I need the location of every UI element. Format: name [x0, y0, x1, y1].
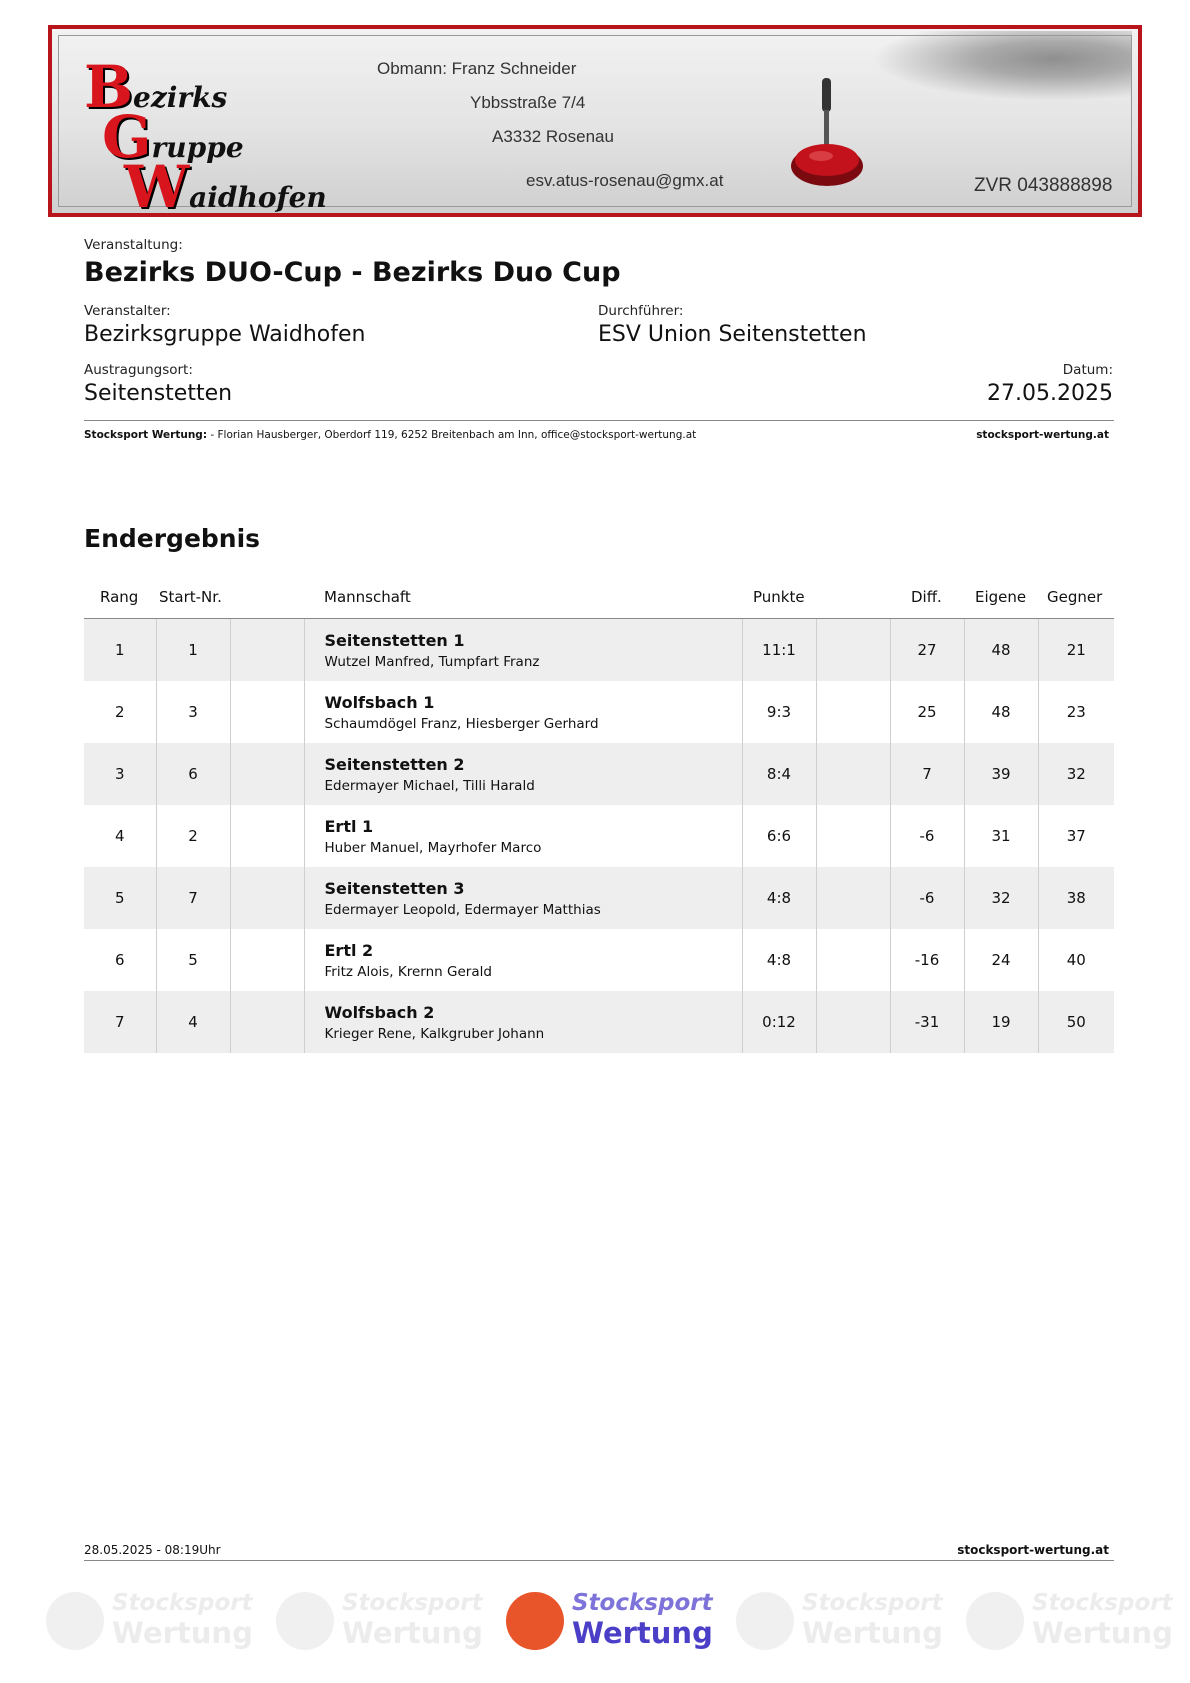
stocksport-logo-icon [276, 1592, 334, 1650]
event-label: Veranstaltung: [84, 237, 183, 253]
date-value: 27.05.2025 [987, 381, 1113, 406]
diff-cell: -6 [890, 867, 964, 929]
empty-cell [816, 805, 890, 867]
empty-cell [230, 867, 304, 929]
team-players: Krieger Rene, Kalkgruber Johann [324, 1025, 545, 1042]
opponent-cell: 32 [1038, 743, 1114, 805]
rank-cell: 4 [114, 827, 125, 845]
logo-word-wertung: Wertung [572, 1616, 713, 1650]
column-header-diff: Diff. [911, 588, 942, 606]
banner-city: A3332 Rosenau [492, 127, 614, 146]
logo-letter-w: W [124, 153, 190, 217]
team-cell [304, 681, 742, 743]
points-cell: 0:12 [742, 991, 816, 1053]
points-cell: 4:8 [742, 929, 816, 991]
start-number-cell: 7 [156, 867, 230, 929]
stocksport-logo-faded [966, 1590, 1173, 1652]
banner-cloud-decoration [872, 31, 1132, 101]
own-cell: 39 [964, 743, 1038, 805]
team-name: Wolfsbach 1 [324, 692, 435, 712]
banner-zvr: ZVR 043888898 [974, 175, 1113, 196]
stocksport-logo-faded [46, 1590, 253, 1652]
points-cell: 11:1 [742, 619, 816, 682]
stocksport-logo-icon [46, 1592, 104, 1650]
team-name: Ertl 1 [324, 816, 374, 836]
team-players: Edermayer Leopold, Edermayer Matthias [324, 901, 601, 918]
start-number-cell: 5 [156, 929, 230, 991]
table-row [84, 619, 1114, 682]
opponent-cell: 21 [1038, 619, 1114, 682]
rank-cell: 7 [84, 991, 156, 1053]
column-header-opp: Gegner [1047, 588, 1103, 606]
rank-cell: 3 [84, 743, 156, 805]
own-cell: 32 [964, 867, 1038, 929]
column-header-team: Mannschaft [324, 588, 411, 606]
logo-word-stocksport: Stocksport [112, 1590, 253, 1616]
empty-cell [230, 681, 304, 743]
team-name: Seitenstetten 1 [324, 630, 465, 650]
logo-letter-g: G [102, 103, 152, 171]
empty-cell [816, 743, 890, 805]
diff-cell: 25 [890, 681, 964, 743]
team-name: Seitenstetten 3 [324, 878, 465, 898]
header-banner [48, 25, 1142, 217]
start-number-cell: 3 [156, 681, 230, 743]
rank-cell: 2 [114, 703, 125, 721]
team-players: Wutzel Manfred, Tumpfart Franz [324, 653, 540, 670]
stocksport-logo-icon [506, 1592, 564, 1650]
empty-cell [816, 867, 890, 929]
team-players: Huber Manuel, Mayrhofer Marco [324, 839, 542, 856]
start-number-cell: 6 [156, 743, 230, 805]
opponent-cell: 50 [1038, 991, 1114, 1053]
empty-cell [230, 991, 304, 1053]
results-title: Endergebnis [84, 524, 261, 553]
table-row [84, 681, 1114, 743]
own-cell: 31 [964, 805, 1038, 867]
logo-word-stocksport: Stocksport [802, 1590, 943, 1616]
executor-value: ESV Union Seitenstetten [598, 322, 867, 347]
rank-cell: 5 [84, 867, 156, 929]
own-cell: 24 [964, 929, 1038, 991]
footer-logo-strip [0, 1590, 1190, 1660]
empty-cell [816, 681, 890, 743]
stocksport-logo-icon [736, 1592, 794, 1650]
own-cell: 19 [964, 991, 1038, 1053]
own-cell: 48 [964, 681, 1038, 743]
opponent-cell: 38 [1038, 867, 1114, 929]
stocksport-logo-faded [736, 1590, 943, 1652]
column-header-points: Punkte [753, 588, 805, 606]
team-cell [304, 991, 742, 1053]
team-name: Wolfsbach 2 [324, 1002, 435, 1022]
empty-cell [230, 929, 304, 991]
curling-stone-icon [787, 74, 867, 194]
diff-cell: -6 [890, 805, 964, 867]
organizer-value: Bezirksgruppe Waidhofen [84, 322, 366, 347]
start-number-cell: 2 [156, 805, 230, 867]
team-players: Schaumdögel Franz, Hiesberger Gerhard [324, 715, 599, 732]
points-cell: 8:4 [742, 743, 816, 805]
banner-street: Ybbsstraße 7/4 [470, 93, 586, 112]
executor-label: Durchführer: [598, 303, 684, 319]
organizer-label: Veranstalter: [84, 303, 171, 319]
column-header-start: Start-Nr. [159, 588, 222, 606]
date-label: Datum: [1062, 362, 1113, 378]
credit-text: - Florian Hausberger, Oberdorf 119, 6252 Breitenbach am Inn, office@stocksport-wertung.at [207, 429, 697, 441]
banner-obmann: Obmann: Franz Schneider [377, 59, 577, 78]
logo-word-stocksport: Stocksport [342, 1590, 483, 1616]
credit-line [84, 429, 696, 441]
own-cell: 48 [964, 619, 1038, 682]
logo-word-stocksport: Stocksport [572, 1590, 713, 1616]
venue-value: Seitenstetten [84, 381, 233, 406]
footer-timestamp: 28.05.2025 - 08:19Uhr [84, 1543, 221, 1557]
team-cell [304, 929, 742, 991]
points-cell: 9:3 [742, 681, 816, 743]
venue-label: Austragungsort: [84, 362, 193, 378]
column-header-rang: Rang [100, 588, 139, 606]
table-row [84, 743, 1114, 805]
column-header-own: Eigene [975, 588, 1027, 606]
team-cell [304, 743, 742, 805]
logo-word-ezirks: ezirks [133, 81, 228, 114]
empty-cell [230, 743, 304, 805]
team-cell [304, 867, 742, 929]
credit-site-link[interactable]: stocksport-wertung.at [976, 429, 1109, 441]
team-players: Edermayer Michael, Tilli Harald [324, 777, 535, 794]
rank-cell: 1 [84, 619, 156, 682]
diff-cell: 7 [890, 743, 964, 805]
logo-word-aidhofen: aidhofen [189, 181, 327, 214]
empty-cell [816, 619, 890, 682]
diff-cell: 27 [890, 619, 964, 682]
team-cell [304, 805, 742, 867]
table-row [84, 805, 1114, 867]
event-title: Bezirks DUO-Cup - Bezirks Duo Cup [84, 257, 621, 288]
team-players: Fritz Alois, Krernn Gerald [324, 963, 492, 980]
footer-site-link[interactable]: stocksport-wertung.at [957, 1543, 1109, 1557]
points-cell: 4:8 [742, 867, 816, 929]
opponent-cell: 23 [1038, 681, 1114, 743]
table-row [84, 991, 1114, 1053]
rank-cell: 6 [114, 951, 125, 969]
logo-word-wertung: Wertung [112, 1616, 253, 1650]
stocksport-logo [506, 1590, 713, 1652]
footer-divider [84, 1560, 1114, 1561]
banner-email: esv.atus-rosenau@gmx.at [526, 171, 724, 190]
logo-word-wertung: Wertung [802, 1616, 943, 1650]
logo-word-stocksport: Stocksport [1032, 1590, 1173, 1616]
empty-cell [816, 929, 890, 991]
opponent-cell: 37 [1038, 805, 1114, 867]
logo-word-wertung: Wertung [1032, 1616, 1173, 1650]
points-cell: 6:6 [742, 805, 816, 867]
logo-letter-b: B [84, 53, 134, 121]
stocksport-logo-icon [966, 1592, 1024, 1650]
team-cell [304, 619, 742, 682]
empty-cell [230, 619, 304, 682]
diff-cell: -16 [890, 929, 964, 991]
credit-label: Stocksport Wertung: [84, 429, 208, 441]
opponent-cell: 40 [1038, 929, 1114, 991]
header-divider [84, 420, 1114, 421]
start-number-cell: 4 [156, 991, 230, 1053]
start-number-cell: 1 [156, 619, 230, 682]
empty-cell [230, 805, 304, 867]
diff-cell: -31 [890, 991, 964, 1053]
team-name: Ertl 2 [324, 940, 374, 960]
empty-cell [816, 991, 890, 1053]
logo-word-ruppe: ruppe [151, 131, 244, 164]
logo-word-wertung: Wertung [342, 1616, 483, 1650]
results-table [84, 618, 1114, 1053]
stocksport-logo-faded [276, 1590, 483, 1652]
team-name: Seitenstetten 2 [324, 754, 465, 774]
table-row [84, 929, 1114, 991]
table-row [84, 867, 1114, 929]
